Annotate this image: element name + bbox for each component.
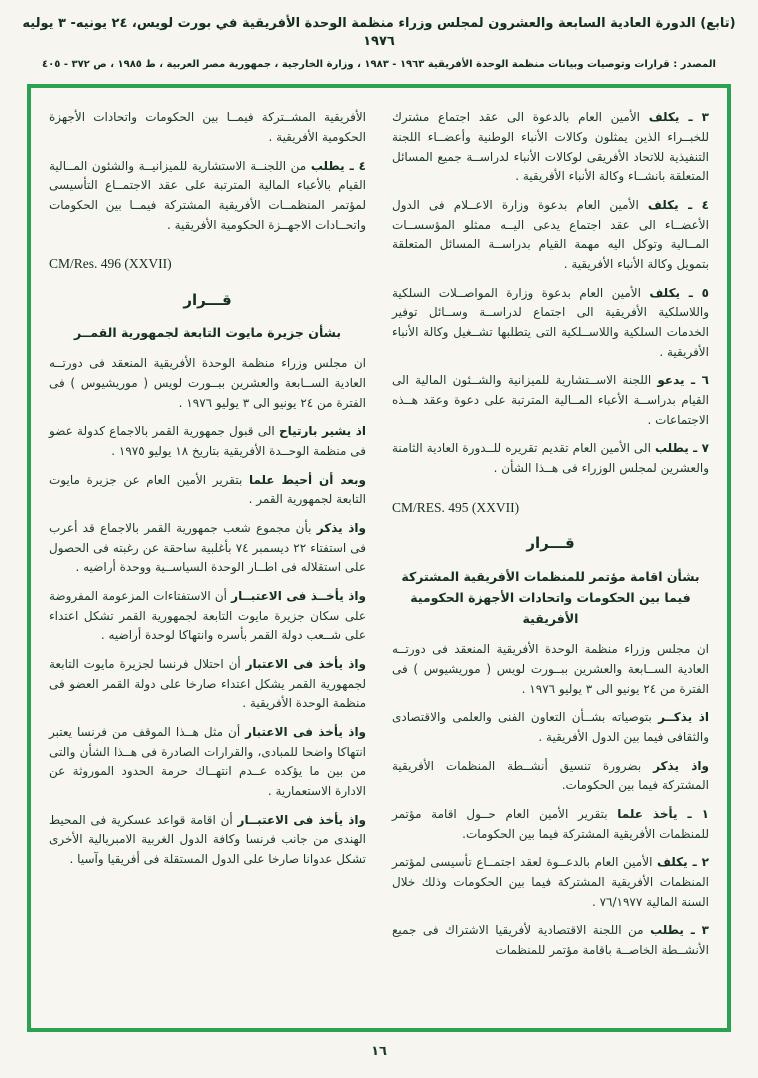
resolution-paragraph: ٤ ـ يكلف الأمين العام بدعوة وزارة الاعــلام فى الدول الأعضــاء الى عقد اجتماع يدعى اليــه ممثلو المؤسســات المــالية وتوكل اليه مهمة القيام بدراســة المسائل المتعلقة بتمويل وكالة الأنباء الأفريقية . — [392, 198, 709, 272]
resolution-title: قـــرار — [183, 290, 232, 309]
resolution-paragraph: واذ يأخذ فى الاعتبار أن مثل هــذا الموقف من فرنسا يعتبر انتهاكا واضحا للمبادى، والقرارات الصادرة فى هــذا الشأن والتى من بين ما يؤكده عــدم انتهــاك حرمة الحدود الموروثة عن الادارة الاستعمارية . — [49, 725, 367, 799]
paragraph-lead: واذ يأخذ فى الاعتبار — [245, 725, 367, 740]
paragraph-lead: ٤ ـ يطلب — [310, 158, 366, 173]
paragraph-lead: ٣ ـ يطلب — [650, 923, 709, 938]
paragraph-lead: اذ يشير بارتياح — [278, 424, 367, 439]
resolution-paragraph: ٢ ـ يكلف الأمين العام بالدعــوة لعقد اجتمــاع تأسيسى لمؤتمر المنظمات الأفريقية المشتركة فيما بين الحكومات وذلك خلال السنة المالية ٧٦/١٩٧٧ . — [392, 855, 709, 909]
paragraph-lead: ٤ ـ يكلف — [647, 198, 709, 213]
paragraph-lead: واذ يأخــذ فى الاعتبــار — [231, 589, 367, 604]
document-frame — [27, 84, 731, 1032]
resolution-title: قـــرار — [526, 533, 575, 552]
header-source: المصدر : قرارات وتوصيات وبيانات منظمة الوحدة الأفريقية ١٩٦٣ - ١٩٨٣ ، وزارة الخارجية ، جمهورية مصر العربية ، ط ١٩٨٥ ، ص ٣٧٢ - ٤٠٥ — [42, 59, 716, 71]
paragraph-lead: ٧ ـ يطلب — [654, 441, 709, 456]
resolution-subject: بشأن جزيرة مايوت التابعة لجمهورية القمــر — [73, 325, 342, 341]
resolution-paragraph: واذ يذكر بضرورة تنسيق أنشــطة المنظمات الأفريقية المشتركة فيما بين الحكومات. — [392, 758, 709, 793]
paragraph-lead: اذ يذكــر — [658, 710, 709, 725]
header-title: (تابع) الدورة العادية السابعة والعشرون لمجلس وزراء منظمة الوحدة الأفريقية في بورت لويس، ٢٤ يونيه- ٣ يوليه ١٩٧٦ — [22, 16, 736, 50]
resolution-paragraph: ٦ ـ يدعو اللجنة الاســتشارية للميزانية والشــئون المالية الى القيام بدراســة الأعباء المــالية المترتبة على دعوة وعقد هــذه الاجتماعات . — [392, 373, 709, 427]
resolution-paragraph: ٧ ـ يطلب الى الأمين العام تقديم تقريره للــدورة العادية الثامنة والعشرين لمجلس الوزراء فى هــذا الشأن . — [392, 441, 709, 476]
resolution-paragraph: وبعد أن أحيط علما بتقرير الأمين العام عن جزيرة مايوت التابعة لجمهورية القمر . — [49, 472, 367, 507]
resolution-paragraph: ان مجلس وزراء منظمة الوحدة الأفريقية المنعقد فى دورتــه العادية الســابعة والعشرين ببــورت لويس ( موريشيوس ) فى الفترة من ٢٤ يونيو الى ٣ يوليو ١٩٧٦ . — [49, 356, 366, 410]
paragraph-lead: واذ يذكر — [653, 758, 709, 773]
paragraph-lead: ٦ ـ يدعو — [657, 373, 709, 388]
paragraph-lead: واذ يأخذ فى الاعتبار — [245, 657, 366, 672]
document-header — [0, 0, 758, 72]
paragraph-lead: ٣ ـ يكلف — [648, 110, 709, 125]
paragraph-lead: ٥ ـ يكلف — [649, 285, 709, 300]
resolution-paragraph: ٥ ـ يكلف الأمين العام بدعوة وزارة المواصــلات السلكية واللاسلكية الأفريقية الى اجتماع لدراســة وســائل توفير الخدمات السلكية واللاســلكية التى يتطلبها تشــغيل وكالة الأنباء الأفريقية . — [392, 285, 709, 359]
resolution-paragraph: ٣ ـ يكلف الأمين العام بالدعوة الى عقد اجتماع مشترك للخبــراء الذين يمثلون وكالات الأنباء الوطنية وأعضــاء اللجنة التنفيذية للاتحاد الأفريقى لوكالات الأنباء لدراســة جميع المسائل المتعلقة بانشــاء وكالة الأنباء الأفريقية . — [392, 110, 709, 184]
resolution-paragraph: واذ يأخــذ فى الاعتبــار أن الاستفتاءات المزعومة المفروضة على سكان جزيرة مايوت التابعة لجمهورية القمر تشكل اعتداء على شــعب دولة القمر بأسره وانتهاكا لوحدة أراضيه . — [49, 589, 367, 643]
paragraph-lead: ١ ـ يأخذ علما — [617, 806, 709, 821]
resolution-paragraph: واذ يأخذ فى الاعتبــار أن اقامة قواعد عسكرية فى المحيط الهندى من جانب فرنسا وكافة الدول الغربية الامبريالية الأخرى تشكل عدوانا صارخا على الدول المستقلة فى أفريقيا وآسيا . — [49, 812, 366, 867]
resolution-paragraph: ٤ ـ يطلب من اللجنــة الاستشارية للميزانيــة والشئون المــالية القيام بالأعباء المالية المترتبة على عقد الاجتمــاع التأسيسى لمؤتمر المنظمــات الأفريقية المشتركة فيمــا بين الحكومات واتحــادات الاجهــزة الحكومية الأفريقية . — [49, 158, 366, 232]
column-right — [392, 108, 709, 1020]
resolution-paragraph: ١ ـ يأخذ علما بتقرير الأمين العام حــول اقامة مؤتمر للمنظمات الأفريقية المشتركة فيما بين الحكومات. — [392, 806, 709, 841]
paragraph-lead: واذ يأخذ فى الاعتبــار — [237, 812, 366, 827]
resolution-paragraph: ٣ ـ يطلب من اللجنة الاقتصادية لأفريقيا الاشتراك فى جميع الأنشــطة الخاصــة باقامة مؤتمر للمنظمات — [392, 923, 709, 957]
resolution-paragraph: واذ يذكر بأن مجموع شعب جمهورية القمر بالاجماع قد أعرب فى استفتاء ٢٢ ديسمبر ٧٤ بأغلبية ساحقة عن رغبته فى الحصول على استقلاله فى اطــار الوحدة السياســية ووحدة أراضيه . — [49, 521, 367, 575]
resolution-paragraph: اذ يذكــر بتوصياته بشــأن التعاون الفنى والعلمى والاقتصادى والثقافى فيما بين الدول الأفريقية . — [392, 710, 709, 744]
resolution-paragraph: واذ يأخذ فى الاعتبار أن احتلال فرنسا لجزيرة مايوت التابعة لجمهورية القمر يشكل اعتداء صارخا على دولة القمر العضو فى منظمة الوحدة الأفريقية . — [49, 657, 366, 711]
resolution-paragraph: ان مجلس وزراء منظمة الوحدة الأفريقية المنعقد فى دورتــه العادية الســابعة والعشرين ببــورت لويس ( موريشيوس ) فى الفترة من ٢٤ يونيو الى ٣ يوليو ١٩٧٦ . — [392, 642, 709, 696]
column-left — [49, 108, 366, 1020]
paragraph-lead: ٢ ـ يكلف — [656, 855, 709, 870]
resolution-code: CM/Res. 496 (XXVII) — [49, 256, 172, 272]
page-number: ١٦ — [371, 1044, 387, 1060]
resolution-paragraph: اذ يشير بارتياح الى قبول جمهورية القمر بالاجماع كدولة عضو فى منظمة الوحــدة الأفريقية بتاريخ ١٨ يوليو ١٩٧٥ . — [49, 424, 367, 459]
resolution-subject: بشأن اقامة مؤتمر للمنظمات الأفريقية المشتركة فيما بين الحكومات واتحادات الأجهزة الحكومية الأفريقية — [401, 568, 700, 627]
paragraph-lead: واذ يذكر — [316, 521, 367, 536]
resolution-code: CM/RES. 495 (XXVII) — [392, 499, 520, 515]
resolution-paragraph: الأفريقية المشــتركة فيمــا بين الحكومات واتحادات الأجهزة الحكومية الأفريقية . — [49, 110, 366, 145]
paragraph-lead: وبعد أن أحيط علما — [248, 472, 367, 487]
